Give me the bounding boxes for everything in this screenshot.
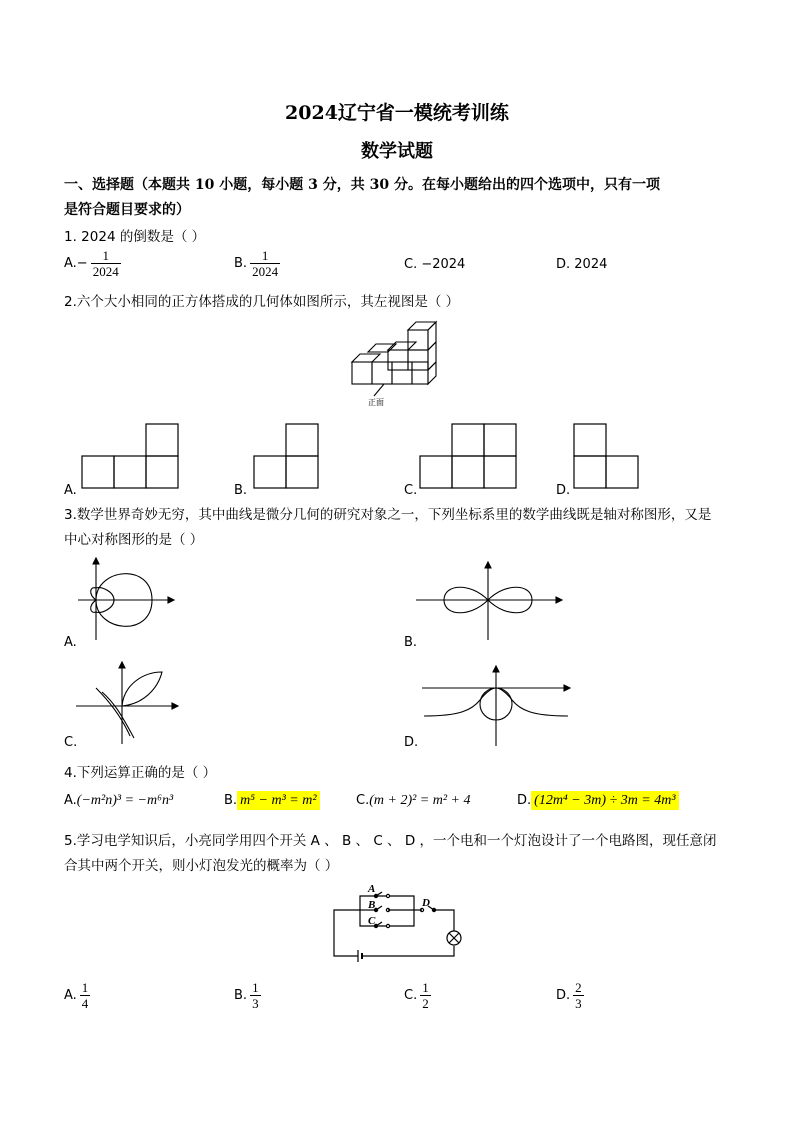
switch-c-label: C [368, 915, 376, 927]
q2-option-c-figure [418, 422, 518, 490]
fraction [80, 980, 91, 1011]
q5-stem-line1: 5.学习电学知识后，小亮同学用四个开关 A 、 B 、 C 、 D ，一个电和一个灯泡设计了一个电路图，现任意闭 [64, 833, 717, 849]
option-label: B. [224, 793, 238, 808]
switch-d-label: D [422, 897, 430, 909]
option-label: A. [64, 793, 77, 808]
option-label: D. [556, 988, 571, 1003]
q3-stem-line2: 中心对称图形的是（ ） [64, 532, 204, 548]
q2-option-b-label: B. [234, 483, 248, 498]
q4-option-b [224, 793, 320, 809]
q3-option-b-label: B. [404, 635, 418, 650]
fraction [91, 248, 121, 279]
q5-option-c [404, 980, 431, 1011]
page-title: 2024辽宁省一模统考训练 [285, 102, 509, 124]
denominator: 4 [81, 996, 89, 1011]
q1-option-d: D. 2024 [556, 257, 608, 272]
denominator: 3 [575, 996, 582, 1011]
switch-a-label: A [368, 883, 376, 895]
section-heading-line2: 是符合题目要求的） [64, 202, 190, 218]
q2-option-d-figure [572, 422, 640, 490]
q3-option-d-label: D. [404, 735, 419, 750]
denominator: 3 [252, 996, 259, 1011]
q5-option-b [234, 980, 261, 1011]
fraction [250, 248, 280, 279]
q3-stem-line1: 3.数学世界奇妙无穷，其中曲线是微分几何的研究对象之一，下列坐标系里的数学曲线既是轴对称图形，又是 [64, 507, 712, 523]
q1-option-a [64, 248, 121, 279]
q1-option-b [234, 248, 280, 279]
option-label: A. [64, 988, 77, 1003]
front-face-label: 正面 [368, 398, 384, 407]
q5-stem-line2: 合其中两个开关，则小灯泡发光的概率为（ ） [64, 858, 339, 874]
fraction [420, 980, 431, 1011]
fraction [573, 980, 584, 1011]
denominator: 2024 [252, 264, 279, 279]
q2-option-a-label: A. [64, 483, 77, 498]
circuit-diagram [330, 882, 465, 964]
section-heading-line1: 一、选择题（本题共 10 小题，每小题 3 分，共 30 分。在每小题给出的四个选项中，只有一项 [64, 177, 660, 193]
q3-option-c-label: C. [64, 735, 78, 750]
q3-option-a-figure [74, 556, 179, 641]
option-label: C. [356, 793, 370, 808]
numerator: 1 [102, 248, 109, 263]
q4-option-c [356, 793, 471, 809]
highlighted-expression: m⁵ − m³ = m² [237, 791, 320, 810]
option-label: B. [234, 988, 248, 1003]
q2-stem: 2.六个大小相同的正方体搭成的几何体如图所示，其左视图是（ ） [64, 294, 460, 310]
q1-stem: 1. 2024 的倒数是（ ） [64, 229, 206, 245]
numerator: 1 [261, 248, 269, 263]
minus-sign: − [76, 256, 88, 271]
highlighted-expression: (12m⁴ − 3m) ÷ 3m = 4m³ [531, 791, 678, 810]
q2-option-d-label: D. [556, 483, 571, 498]
expression: (−m²n)³ = −m⁶n³ [76, 793, 174, 808]
numerator: 2 [575, 980, 582, 995]
q3-option-c-figure [74, 658, 182, 746]
q3-option-a-label: A. [64, 635, 77, 650]
q2-option-b-figure [252, 422, 320, 490]
numerator: 1 [422, 980, 429, 995]
q2-option-c-label: C. [404, 483, 418, 498]
cube-stack-figure [340, 318, 450, 408]
q1-option-c: C. −2024 [404, 257, 466, 272]
q4-option-d [517, 793, 679, 809]
q3-option-d-figure [420, 664, 575, 748]
option-label: B. [234, 256, 248, 271]
expression: (m + 2)² = m² + 4 [369, 793, 471, 808]
switch-b-label: B [368, 899, 376, 911]
fraction [250, 980, 261, 1011]
option-label: C. [404, 988, 418, 1003]
q4-option-a [64, 793, 173, 809]
q5-option-d [556, 980, 584, 1011]
numerator: 1 [81, 980, 89, 995]
q4-stem: 4.下列运算正确的是（ ） [64, 765, 217, 781]
q2-option-a-figure [80, 422, 180, 490]
denominator: 2 [422, 996, 429, 1011]
page-subtitle: 数学试题 [361, 141, 433, 162]
q3-option-b-figure [414, 560, 566, 642]
option-label: A. [64, 256, 77, 271]
denominator: 2024 [92, 264, 119, 279]
numerator: 1 [252, 980, 259, 995]
q5-option-a [64, 980, 90, 1011]
option-label: D. [517, 793, 532, 808]
